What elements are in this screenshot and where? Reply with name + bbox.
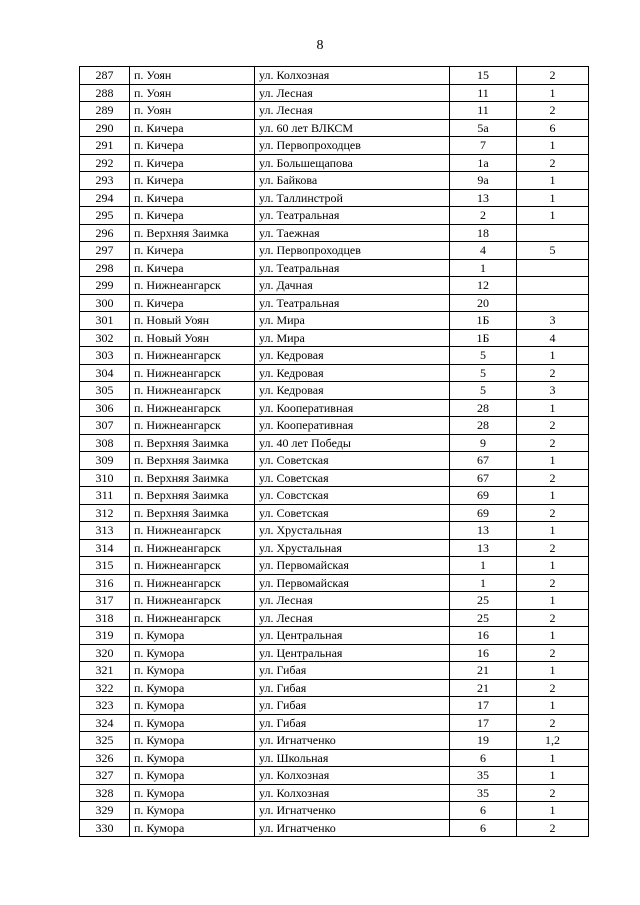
street-cell: ул. Таллинстрой [255,189,450,207]
settlement-cell: п. Нижнеангарск [130,364,255,382]
apartment-cell: 1 [517,557,589,575]
table-row [80,557,589,575]
house-number-cell: 9а [450,172,517,190]
street-cell: ул. Кооперативная [255,417,450,435]
settlement-cell: п. Нижнеангарск [130,417,255,435]
street-cell: ул. Лесная [255,609,450,627]
apartment-cell: 1 [517,749,589,767]
street-cell: ул. 40 лет Победы [255,434,450,452]
street-cell: ул. Школьная [255,749,450,767]
table-row [80,189,589,207]
apartment-cell [517,224,589,242]
table-row [80,487,589,505]
row-number-cell: 298 [80,259,130,277]
apartment-cell: 2 [517,504,589,522]
table-row [80,102,589,120]
street-cell: ул. Таежная [255,224,450,242]
apartment-cell [517,277,589,295]
settlement-cell: п. Кичера [130,207,255,225]
table-row [80,67,589,85]
table-row [80,84,589,102]
row-number-cell: 326 [80,749,130,767]
apartment-cell: 2 [517,819,589,837]
row-number-cell: 318 [80,609,130,627]
house-number-cell: 18 [450,224,517,242]
house-number-cell: 28 [450,399,517,417]
row-number-cell: 294 [80,189,130,207]
apartment-cell: 3 [517,312,589,330]
house-number-cell: 5 [450,382,517,400]
table-row [80,312,589,330]
apartment-cell: 1 [517,399,589,417]
house-number-cell: 21 [450,662,517,680]
settlement-cell: п. Верхняя Заимка [130,487,255,505]
house-number-cell: 2 [450,207,517,225]
table-row [80,679,589,697]
street-cell: ул. Большещапова [255,154,450,172]
house-number-cell: 25 [450,609,517,627]
table-row [80,767,589,785]
street-cell: ул. Первомайская [255,557,450,575]
table-row [80,364,589,382]
table-row [80,697,589,715]
settlement-cell: п. Верхняя Заимка [130,224,255,242]
apartment-cell: 6 [517,119,589,137]
house-number-cell: 16 [450,627,517,645]
settlement-cell: п. Кумора [130,749,255,767]
street-cell: ул. Хрустальная [255,539,450,557]
row-number-cell: 324 [80,714,130,732]
table-row [80,539,589,557]
table-row [80,224,589,242]
table-row [80,609,589,627]
row-number-cell: 299 [80,277,130,295]
street-cell: ул. Гибая [255,679,450,697]
table-row [80,259,589,277]
apartment-cell: 2 [517,469,589,487]
house-number-cell: 6 [450,819,517,837]
row-number-cell: 301 [80,312,130,330]
table-row [80,504,589,522]
table-row [80,417,589,435]
street-cell: ул. Советская [255,504,450,522]
street-cell: ул. Кедровая [255,364,450,382]
table-row [80,154,589,172]
house-number-cell: 9 [450,434,517,452]
table-row [80,207,589,225]
street-cell: ул. Лесная [255,592,450,610]
settlement-cell: п. Нижнеангарск [130,574,255,592]
row-number-cell: 308 [80,434,130,452]
row-number-cell: 330 [80,819,130,837]
settlement-cell: п. Кумора [130,662,255,680]
house-number-cell: 6 [450,749,517,767]
table-row [80,399,589,417]
street-cell: ул. Центральная [255,644,450,662]
house-number-cell: 28 [450,417,517,435]
street-cell: ул. Колхозная [255,67,450,85]
apartment-cell: 2 [517,434,589,452]
house-number-cell: 7 [450,137,517,155]
settlement-cell: п. Новый Уоян [130,329,255,347]
street-cell: ул. Кедровая [255,347,450,365]
house-number-cell: 13 [450,522,517,540]
row-number-cell: 310 [80,469,130,487]
apartment-cell: 1 [517,522,589,540]
house-number-cell: 15 [450,67,517,85]
row-number-cell: 312 [80,504,130,522]
row-number-cell: 302 [80,329,130,347]
settlement-cell: п. Верхняя Заимка [130,452,255,470]
row-number-cell: 289 [80,102,130,120]
house-number-cell: 16 [450,644,517,662]
apartment-cell: 2 [517,784,589,802]
house-number-cell: 69 [450,504,517,522]
house-number-cell: 13 [450,539,517,557]
row-number-cell: 321 [80,662,130,680]
row-number-cell: 314 [80,539,130,557]
row-number-cell: 290 [80,119,130,137]
street-cell: ул. Байкова [255,172,450,190]
table-row [80,644,589,662]
row-number-cell: 309 [80,452,130,470]
house-number-cell: 6 [450,802,517,820]
settlement-cell: п. Кумора [130,697,255,715]
street-cell: ул. Мира [255,312,450,330]
table-row [80,172,589,190]
street-cell: ул. Советская [255,469,450,487]
apartment-cell: 2 [517,154,589,172]
house-number-cell: 1Б [450,329,517,347]
settlement-cell: п. Кичера [130,172,255,190]
street-cell: ул. Театральная [255,294,450,312]
house-number-cell: 67 [450,469,517,487]
row-number-cell: 297 [80,242,130,260]
page-number: 8 [316,38,324,53]
apartment-cell: 1 [517,347,589,365]
settlement-cell: п. Кумора [130,732,255,750]
settlement-cell: п. Кичера [130,154,255,172]
street-cell: ул. Лесная [255,84,450,102]
apartment-cell: 1 [517,207,589,225]
settlement-cell: п. Кумора [130,819,255,837]
house-number-cell: 12 [450,277,517,295]
settlement-cell: п. Нижнеангарск [130,347,255,365]
table-row [80,784,589,802]
settlement-cell: п. Нижнеангарск [130,277,255,295]
table-row [80,294,589,312]
street-cell: ул. Игнатченко [255,819,450,837]
settlement-cell: п. Нижнеангарск [130,557,255,575]
row-number-cell: 317 [80,592,130,610]
apartment-cell: 1 [517,767,589,785]
settlement-cell: п. Нижнеангарск [130,592,255,610]
house-number-cell: 17 [450,697,517,715]
house-number-cell: 4 [450,242,517,260]
row-number-cell: 311 [80,487,130,505]
house-number-cell: 35 [450,767,517,785]
table-row [80,277,589,295]
apartment-cell [517,259,589,277]
table-row [80,382,589,400]
house-number-cell: 35 [450,784,517,802]
apartment-cell: 1 [517,662,589,680]
row-number-cell: 303 [80,347,130,365]
apartment-cell: 1 [517,487,589,505]
settlement-cell: п. Верхняя Заимка [130,434,255,452]
settlement-cell: п. Нижнеангарск [130,539,255,557]
apartment-cell: 2 [517,67,589,85]
row-number-cell: 316 [80,574,130,592]
table-row [80,592,589,610]
apartment-cell: 2 [517,364,589,382]
settlement-cell: п. Нижнеангарск [130,609,255,627]
house-number-cell: 21 [450,679,517,697]
settlement-cell: п. Кичера [130,189,255,207]
table-row [80,329,589,347]
settlement-cell: п. Кумора [130,714,255,732]
row-number-cell: 306 [80,399,130,417]
row-number-cell: 323 [80,697,130,715]
apartment-cell: 1 [517,697,589,715]
row-number-cell: 329 [80,802,130,820]
house-number-cell: 5 [450,347,517,365]
table-row [80,714,589,732]
street-cell: ул. Театральная [255,259,450,277]
row-number-cell: 313 [80,522,130,540]
row-number-cell: 320 [80,644,130,662]
settlement-cell: п. Кумора [130,644,255,662]
street-cell: ул. Колхозная [255,784,450,802]
row-number-cell: 327 [80,767,130,785]
street-cell: ул. Гибая [255,714,450,732]
row-number-cell: 296 [80,224,130,242]
row-number-cell: 287 [80,67,130,85]
apartment-cell: 1 [517,189,589,207]
apartment-cell: 1 [517,172,589,190]
apartment-cell: 1 [517,802,589,820]
house-number-cell: 69 [450,487,517,505]
table-row [80,749,589,767]
house-number-cell: 11 [450,84,517,102]
settlement-cell: п. Кичера [130,259,255,277]
settlement-cell: п. Кумора [130,679,255,697]
settlement-cell: п. Нижнеангарск [130,399,255,417]
street-cell: ул. Кооперативная [255,399,450,417]
table-row [80,137,589,155]
apartment-cell: 5 [517,242,589,260]
street-cell: ул. Театральная [255,207,450,225]
settlement-cell: п. Верхняя Заимка [130,504,255,522]
table-row [80,434,589,452]
street-cell: ул. Гибая [255,697,450,715]
settlement-cell: п. Верхняя Заимка [130,469,255,487]
street-cell: ул. Первомайская [255,574,450,592]
row-number-cell: 328 [80,784,130,802]
street-cell: ул. Игнатченко [255,802,450,820]
street-cell: ул. Советская [255,452,450,470]
settlement-cell: п. Уоян [130,67,255,85]
house-number-cell: 20 [450,294,517,312]
settlement-cell: п. Уоян [130,102,255,120]
apartment-cell: 1 [517,627,589,645]
row-number-cell: 319 [80,627,130,645]
house-number-cell: 5 [450,364,517,382]
apartment-cell: 1,2 [517,732,589,750]
street-cell: ул. Совстская [255,487,450,505]
apartment-cell: 2 [517,417,589,435]
settlement-cell: п. Нижнеангарск [130,382,255,400]
apartment-cell: 2 [517,714,589,732]
address-table [79,66,589,837]
house-number-cell: 25 [450,592,517,610]
street-cell: ул. Первопроходцев [255,242,450,260]
house-number-cell: 5а [450,119,517,137]
table-row [80,469,589,487]
row-number-cell: 307 [80,417,130,435]
settlement-cell: п. Новый Уоян [130,312,255,330]
table-row [80,574,589,592]
table-body [80,67,589,837]
settlement-cell: п. Нижнеангарск [130,522,255,540]
settlement-cell: п. Уоян [130,84,255,102]
table-row [80,242,589,260]
street-cell: ул. Игнатченко [255,732,450,750]
street-cell: ул. Центральная [255,627,450,645]
apartment-cell [517,294,589,312]
row-number-cell: 322 [80,679,130,697]
apartment-cell: 1 [517,592,589,610]
table-row [80,119,589,137]
apartment-cell: 4 [517,329,589,347]
street-cell: ул. Дачная [255,277,450,295]
row-number-cell: 325 [80,732,130,750]
house-number-cell: 1 [450,259,517,277]
table-row [80,819,589,837]
street-cell: ул. Первопроходцев [255,137,450,155]
house-number-cell: 67 [450,452,517,470]
street-cell: ул. Лесная [255,102,450,120]
row-number-cell: 305 [80,382,130,400]
row-number-cell: 304 [80,364,130,382]
row-number-cell: 315 [80,557,130,575]
street-cell: ул. Колхозная [255,767,450,785]
street-cell: ул. Гибая [255,662,450,680]
settlement-cell: п. Кумора [130,784,255,802]
row-number-cell: 300 [80,294,130,312]
apartment-cell: 2 [517,679,589,697]
table-row [80,732,589,750]
settlement-cell: п. Кичера [130,119,255,137]
apartment-cell: 1 [517,452,589,470]
apartment-cell: 3 [517,382,589,400]
apartment-cell: 1 [517,137,589,155]
house-number-cell: 1а [450,154,517,172]
house-number-cell: 1 [450,574,517,592]
row-number-cell: 295 [80,207,130,225]
table-row [80,452,589,470]
row-number-cell: 291 [80,137,130,155]
row-number-cell: 292 [80,154,130,172]
table-row [80,627,589,645]
settlement-cell: п. Кичера [130,137,255,155]
house-number-cell: 19 [450,732,517,750]
house-number-cell: 1Б [450,312,517,330]
settlement-cell: п. Кумора [130,802,255,820]
settlement-cell: п. Кичера [130,242,255,260]
table-row [80,802,589,820]
apartment-cell: 1 [517,84,589,102]
apartment-cell: 2 [517,574,589,592]
street-cell: ул. Хрустальная [255,522,450,540]
row-number-cell: 288 [80,84,130,102]
street-cell: ул. Мира [255,329,450,347]
house-number-cell: 17 [450,714,517,732]
house-number-cell: 13 [450,189,517,207]
table-row [80,347,589,365]
settlement-cell: п. Кумора [130,627,255,645]
apartment-cell: 2 [517,609,589,627]
apartment-cell: 2 [517,102,589,120]
street-cell: ул. 60 лет ВЛКСМ [255,119,450,137]
house-number-cell: 11 [450,102,517,120]
apartment-cell: 2 [517,644,589,662]
street-cell: ул. Кедровая [255,382,450,400]
house-number-cell: 1 [450,557,517,575]
table-row [80,662,589,680]
table-row [80,522,589,540]
apartment-cell: 2 [517,539,589,557]
settlement-cell: п. Кумора [130,767,255,785]
settlement-cell: п. Кичера [130,294,255,312]
row-number-cell: 293 [80,172,130,190]
